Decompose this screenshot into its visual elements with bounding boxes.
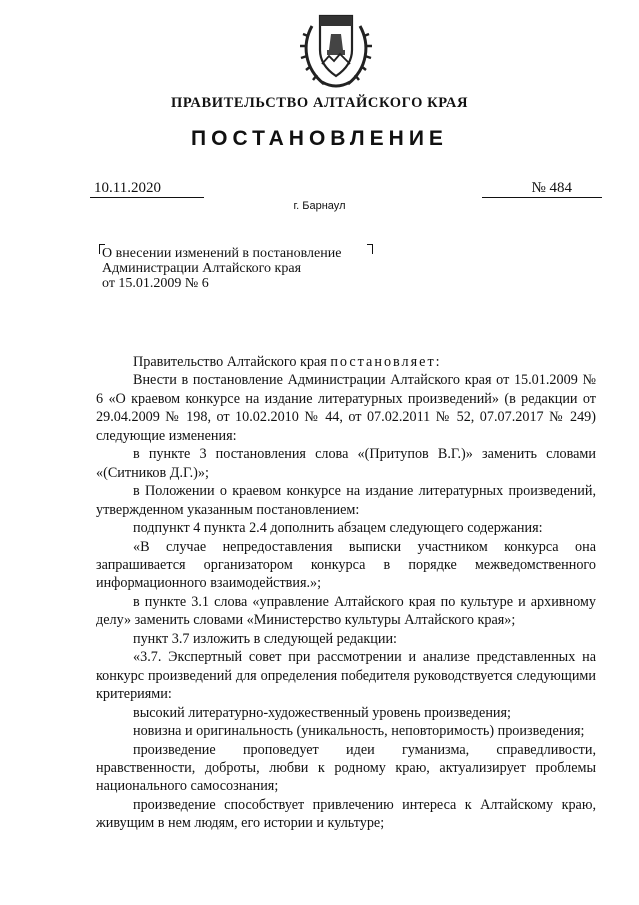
document-type: ПОСТАНОВЛЕНИЕ: [191, 127, 448, 150]
paragraph: «3.7. Экспертный совет при рассмотрении и анализе представленных на конкурс произведений для определения победителя руководствуется следующими критериями:: [96, 649, 596, 703]
coat-of-arms-icon: [298, 6, 374, 92]
paragraph: в пункте 3.1 слова «управление Алтайского края по культуре и архивному делу» заменить словами «Министерство культуры Алтайского края»;: [96, 593, 596, 629]
paragraph: новизна и оригинальность (уникальность, неповторимость) произведения;: [133, 723, 585, 740]
document-body: [96, 353, 596, 833]
paragraph: [96, 353, 596, 371]
document-date: 10.11.2020: [90, 180, 204, 198]
paragraph: произведение способствует привлечению интереса к Алтайскому краю, живущим в нем людям, его истории и культуре;: [96, 796, 596, 832]
paragraph: в пункте 3 постановления слова «(Притупов В.Г.)» заменить словами «(Ситников Д.Г.)»;: [96, 446, 596, 481]
paragraph: высокий литературно-художественный уровень произведения;: [133, 704, 511, 721]
paragraph: в Положении о краевом конкурсе на издание литературных произведений, утвержденном указанным постановлением:: [96, 483, 596, 518]
paragraph: пункт 3.7 изложить в следующей редакции:: [133, 630, 397, 647]
paragraph: «В случае непредоставления выписки участником конкурса она запрашивается организатором конкурса в порядке межведомственного информационного взаимодействия.»;: [96, 538, 596, 592]
document-subject: [102, 246, 392, 291]
paragraph: произведение проповедует идеи гуманизма, справедливости, нравственности, доброты, любви к родному краю, актуализирует проблемы национального самосознания;: [96, 741, 596, 795]
subject-line: О внесении изменений в постановление: [102, 246, 342, 261]
resolves-word: постановляет:: [330, 354, 442, 370]
subject-line: от 15.01.2009 № 6: [102, 276, 209, 291]
paragraph-lead: Правительство Алтайского края: [133, 354, 331, 370]
paragraph: Внести в постановление Администрации Алтайского края от 15.01.2009 № 6 «О краевом конкурсе на издание литературных произведений» (в редакции от 29.04.2009 № 198, от 10.02.2010 № 44, от 07.02.2011 № 52, 07.07.2017 № 249) следующие изменения:: [96, 372, 596, 444]
city: г. Барнаул: [293, 200, 346, 212]
paragraph: подпункт 4 пункта 2.4 дополнить абзацем следующего содержания:: [133, 520, 543, 537]
document-number: № 484: [482, 180, 602, 198]
subject-line: Администрации Алтайского края: [102, 261, 302, 276]
organization-name: ПРАВИТЕЛЬСТВО АЛТАЙСКОГО КРАЯ: [170, 95, 469, 111]
